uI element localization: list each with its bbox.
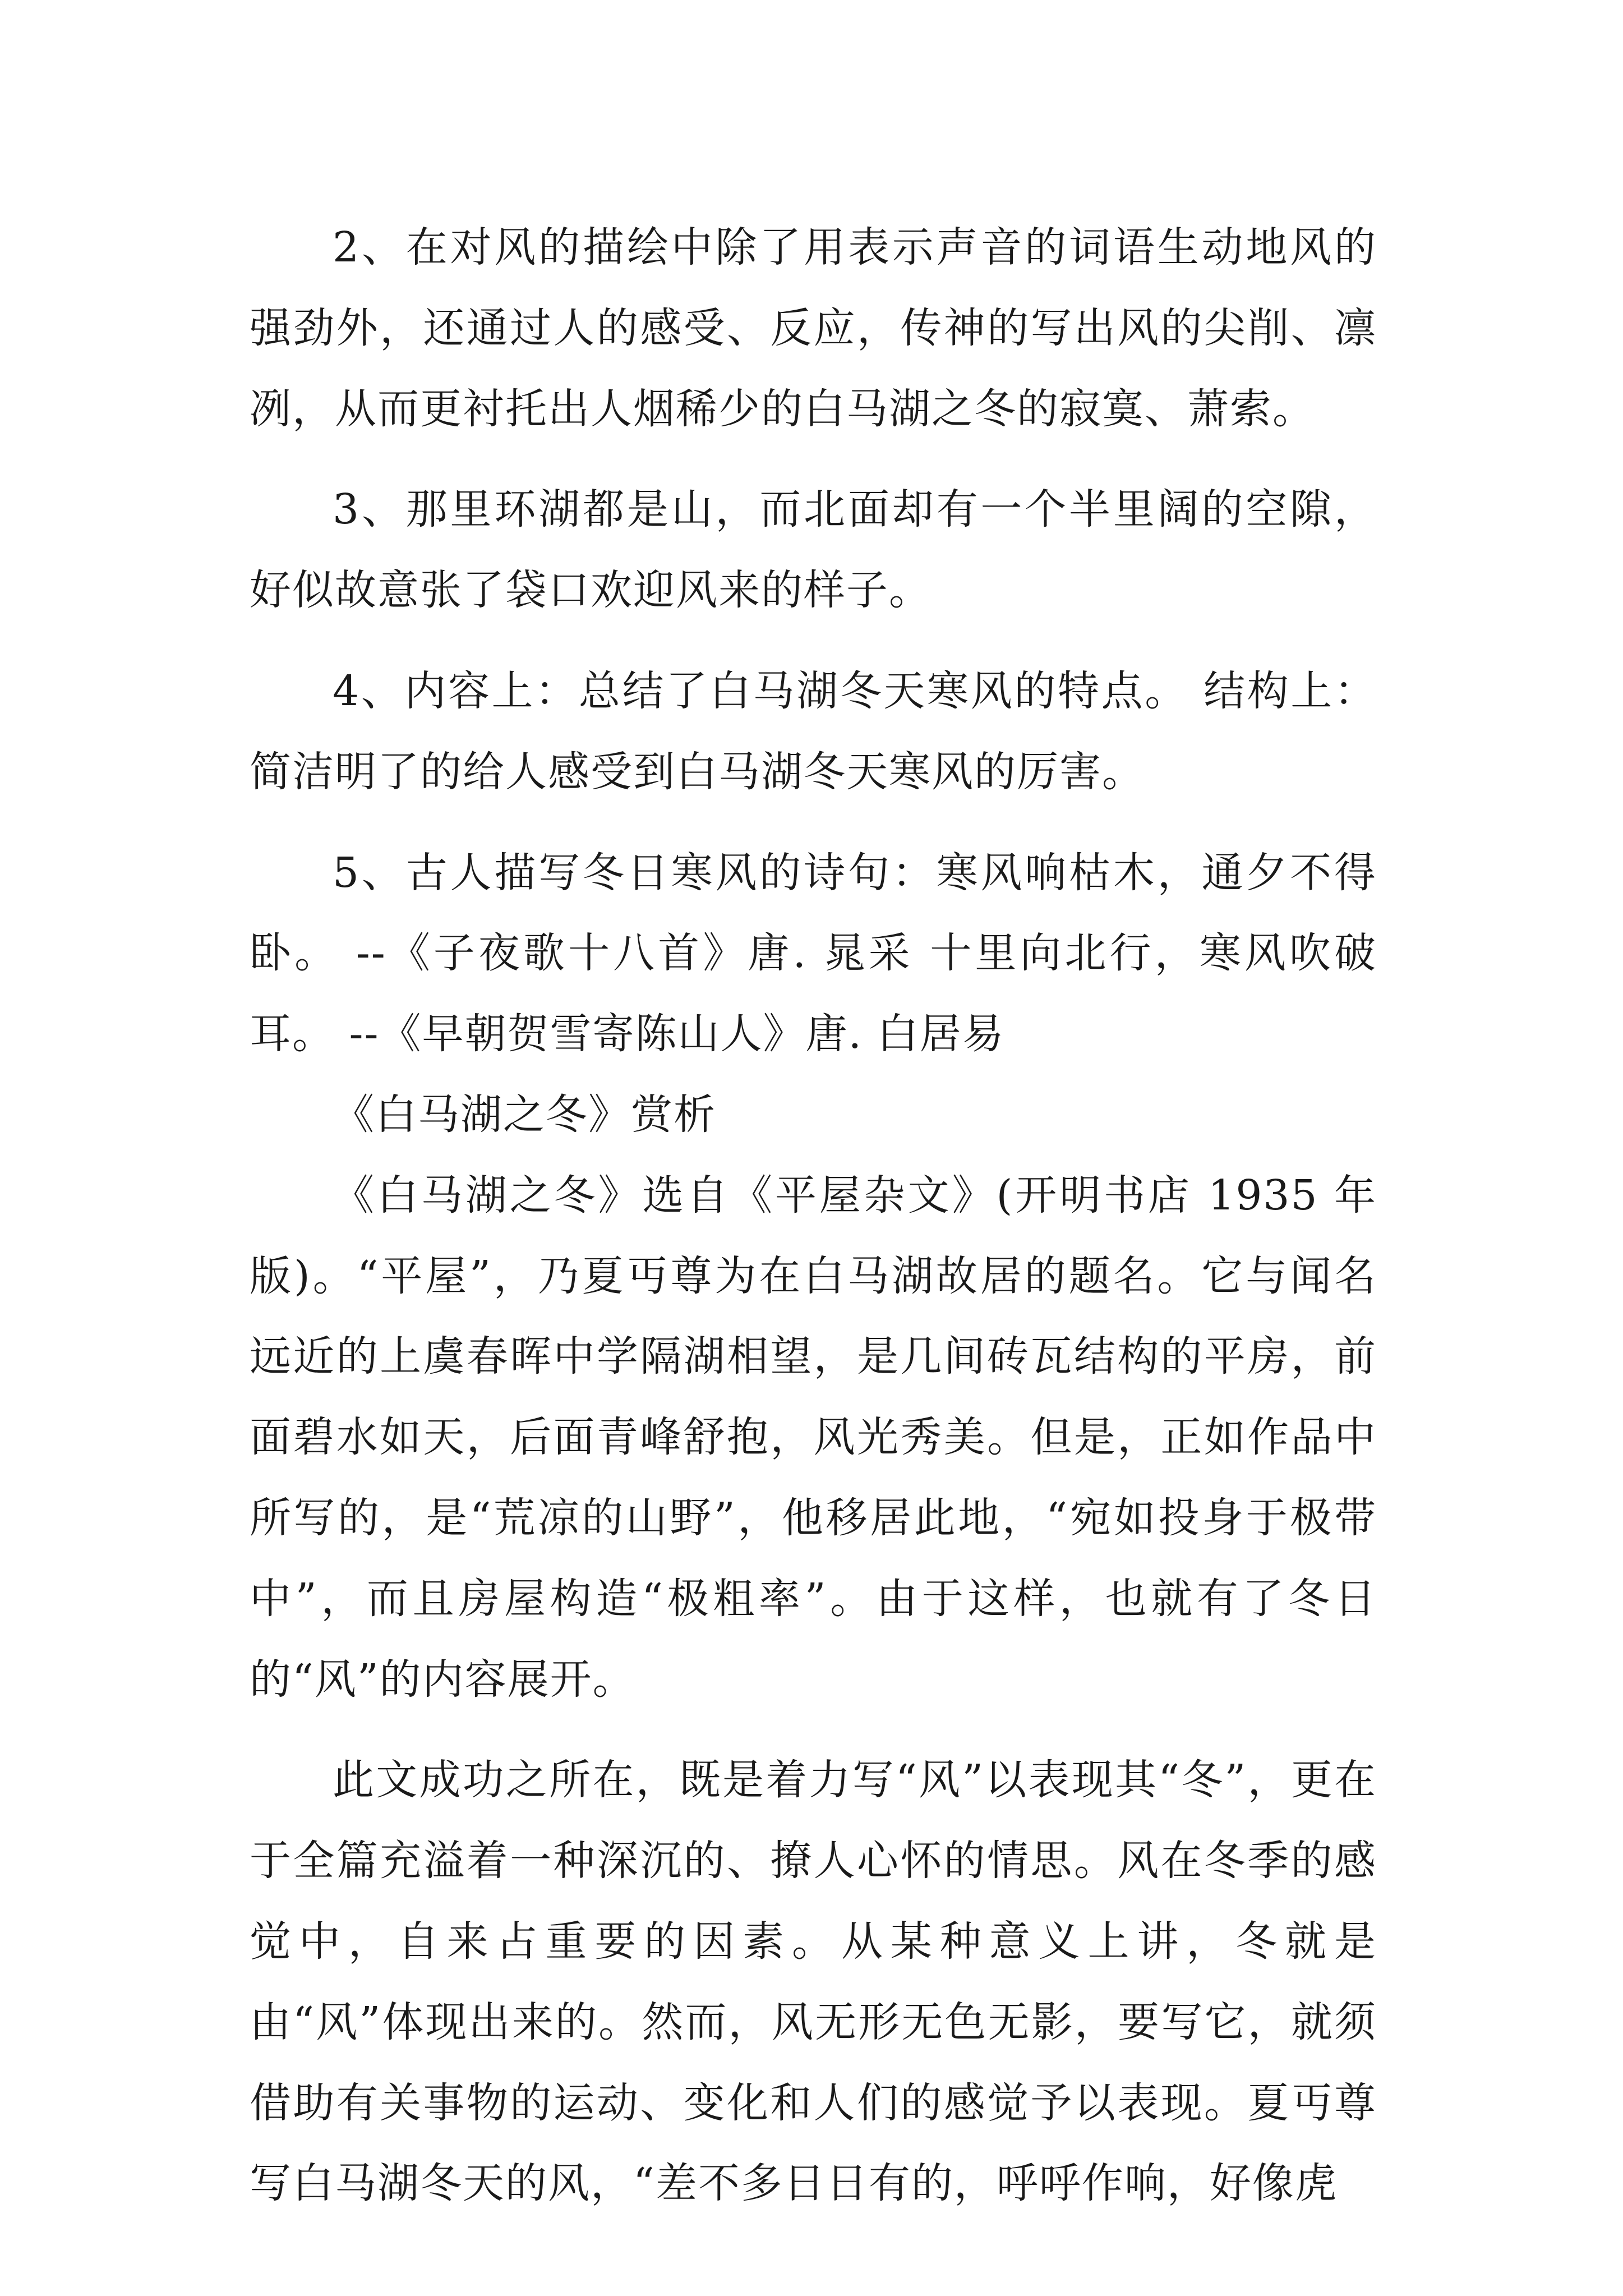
paragraph-point-3: 3、那里环湖都是山，而北面却有一个半里阔的空隙，好似故意张了袋口欢迎风来的样子。 bbox=[250, 485, 1377, 615]
paragraph-point-2: 2、在对风的描绘中除了用表示声音的词语生动地风的强劲外，还通过人的感受、反应，传神的写出风的尖削、凛冽，从而更衬托出人烟稀少的白马湖之冬的寂寞、萧索。 bbox=[250, 223, 1377, 433]
paragraph-intro: 《白马湖之冬》选自《平屋杂文》(开明书店 1935 年版)。“平屋”，乃夏丏尊为在白马湖故居的题名。它与闻名远近的上虞春晖中学隔湖相望，是几间砖瓦结构的平房，前面碧水如天，后面青峰舒抱，风光秀美。但是，正如作品中所写的，是“荒凉的山野”，他移居此地，“宛如投身于极带中”，而且房屋构造“极粗率”。由于这样，也就有了冬日的“风”的内容展开。 bbox=[250, 1171, 1377, 1704]
paragraph-analysis: 此文成功之所在，既是着力写“风”以表现其“冬”，更在于全篇充溢着一种深沉的、撩人心怀的情思。风在冬季的感觉中，自来占重要的因素。从某种意义上讲，冬就是由“风”体现出来的。然而，风无形无色无影，要写它，就须借助有关事物的运动、变化和人们的感觉予以表现。夏丏尊写白马湖冬天的风，“差不多日日有的，呼呼作响，好像虎 bbox=[250, 1756, 1377, 2208]
paragraph-point-4: 4、内容上：总结了白马湖冬天寒风的特点。 结构上：简洁明了的给人感受到白马湖冬天寒风的厉害。 bbox=[250, 666, 1377, 796]
paragraph-point-5: 5、古人描写冬日寒风的诗句：寒风响枯木，通夕不得卧。 --《子夜歌十八首》唐. 晁采 十里向北行，寒风吹破耳。 --《早朝贺雪寄陈山人》唐. 白居易 bbox=[250, 848, 1377, 1059]
section-heading: 《白马湖之冬》赏析 bbox=[333, 1090, 716, 1139]
document-body bbox=[250, 208, 1377, 2224]
